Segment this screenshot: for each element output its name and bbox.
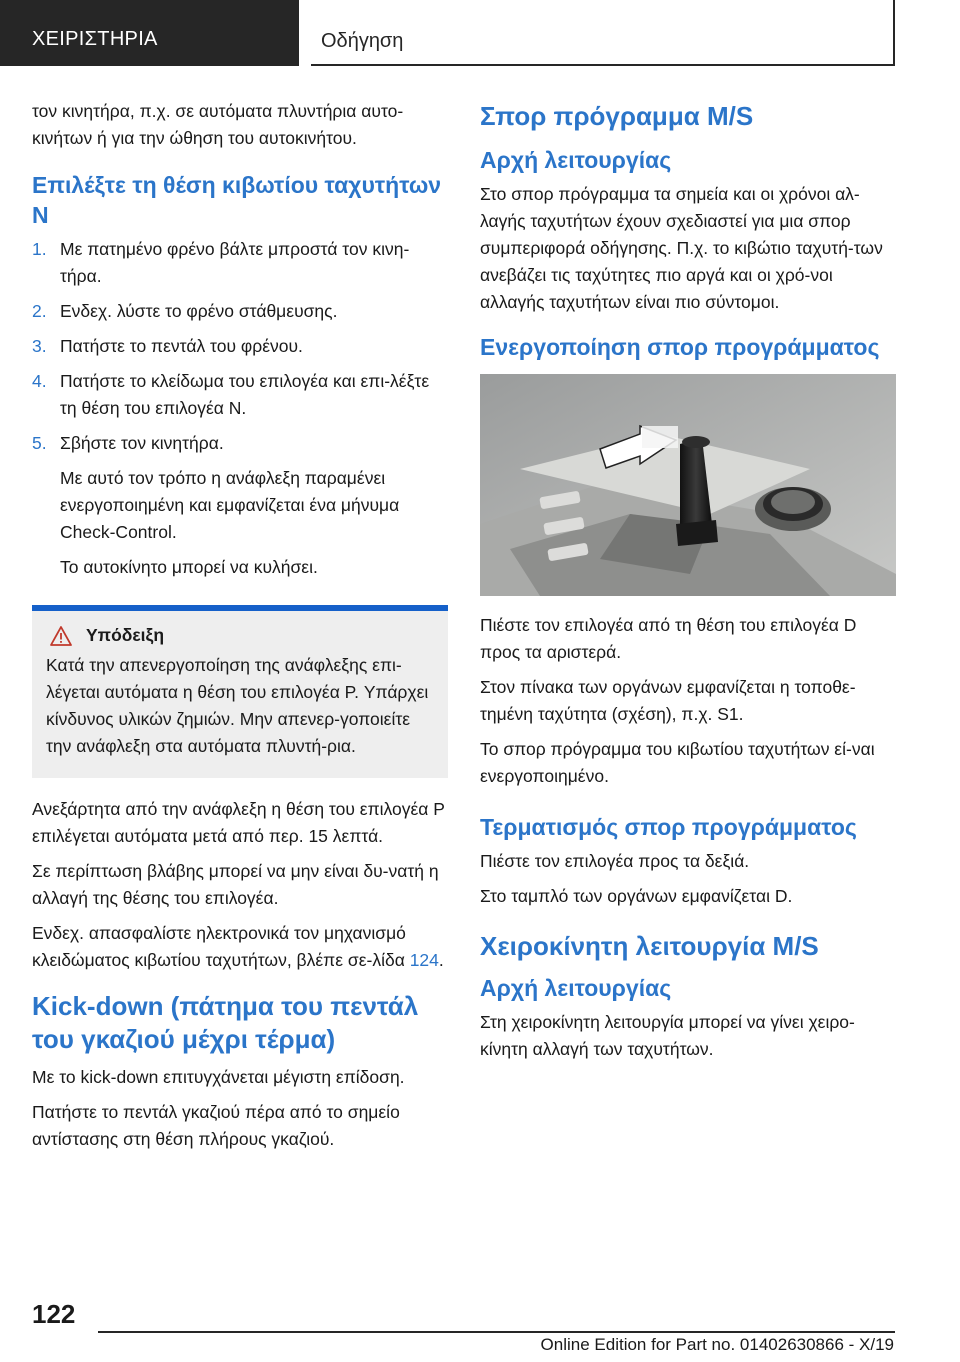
intro-text: τον κινητήρα, π.χ. σε αυτόματα πλυντήρια αυτο-κινήτων ή για την ώθηση του αυτοκινήτου. — [32, 101, 404, 148]
subheading-terminate-sport: Τερματισμός σπορ προγράμματος — [480, 814, 857, 840]
page-number: 122 — [32, 1299, 76, 1329]
warning-triangle-icon — [50, 626, 72, 646]
activate-display: Στον πίνακα των οργάνων εμφανίζεται η τοποθε-τημένη ταχύτητα (σχέση), π.χ. S1. — [480, 677, 856, 724]
unlock-text-body: Ενδεχ. απασφαλίστε ηλεκτρονικά τον μηχανισμό κλειδώματος κιβωτίου ταχυτήτων, βλέπε σε-λίδα — [32, 923, 410, 970]
gear-selector-photo — [480, 374, 896, 596]
section-title: Οδήγηση — [321, 30, 404, 52]
step-number: 1. — [32, 239, 47, 259]
page-reference-link[interactable]: 124 — [409, 950, 439, 970]
list-item — [32, 298, 448, 325]
notice-box — [32, 605, 448, 778]
edition-text: Online Edition for Part no. 01402630866 - X/19 — [540, 1335, 894, 1354]
step-text: Πατήστε το κλείδωμα του επιλογέα και επι-λέξτε τη θέση του επιλογέα N. — [60, 371, 430, 418]
step-text: Με πατημένο φρένο βάλτε μπροστά τον κινη-τήρα. — [60, 239, 410, 286]
list-item — [32, 236, 448, 290]
step-text: Πατήστε το πεντάλ του φρένου. — [60, 336, 303, 356]
terminate-instruction: Πιέστε τον επιλογέα προς τα δεξιά. — [480, 851, 750, 871]
unlock-text — [32, 920, 448, 974]
step5-roll-note: Το αυτοκίνητο μπορεί να κυλήσει. — [60, 557, 318, 577]
list-item — [32, 368, 448, 422]
subheading-activate-sport: Ενεργοποίηση σπορ προγράμματος — [480, 334, 880, 360]
heading-neutral: Επιλέξτε τη θέση κιβωτίου ταχυτήτων N — [32, 172, 442, 228]
heading-kickdown: Kick-down (πάτημα του πεντάλ του γκαζιού μέχρι τέρμα) — [32, 991, 419, 1054]
subheading-principle: Αρχή λειτουργίας — [480, 147, 672, 173]
fault-text: Σε περίπτωση βλάβης μπορεί να μην είναι δυ-νατή η αλλαγή της θέσης του επιλογέα. — [32, 861, 439, 908]
terminate-display: Στο ταμπλό των οργάνων εμφανίζεται D. — [480, 886, 793, 906]
park-auto-text: Ανεξάρτητα από την ανάφλεξη η θέση του επιλογέα P επιλέγεται αυτόματα μετά από περ. 15 λεπτά. — [32, 799, 445, 846]
left-column — [32, 98, 448, 1161]
activate-result: Το σπορ πρόγραμμα του κιβωτίου ταχυτήτων εί-ναι ενεργοποιημένο. — [480, 739, 875, 786]
step-number: 2. — [32, 301, 47, 321]
list-item — [32, 333, 448, 360]
right-column — [480, 98, 896, 1071]
step-number: 5. — [32, 433, 47, 453]
footer-divider — [98, 1331, 895, 1333]
list-item — [32, 430, 448, 457]
manual-title: ΧΕΙΡΙΣΤΗΡΙΑ — [32, 28, 158, 50]
notice-text: Κατά την απενεργοποίηση της ανάφλεξης επι-λέγεται αυτόματα η θέση του επιλογέα P. Υπάρχει κίνδυνος υλικών ζημιών. Μην απενερ-γοποιείτε την ανάφλεξη στα αυτόματα πλυντή-ρια. — [46, 655, 429, 756]
unlock-text-end: . — [438, 950, 444, 970]
activate-instruction: Πιέστε τον επιλογέα από τη θέση του επιλογέα D προς τα αριστερά. — [480, 615, 857, 662]
step-number: 3. — [32, 336, 47, 356]
heading-manual-mode: Χειροκίνητη λειτουργία M/S — [480, 931, 819, 961]
heading-sport-program: Σπορ πρόγραμμα M/S — [480, 101, 754, 131]
notice-title: Υπόδειξη — [86, 625, 165, 645]
subheading-principle-manual: Αρχή λειτουργίας — [480, 975, 672, 1001]
sport-description: Στο σπορ πρόγραμμα τα σημεία και οι χρόνοι αλ-λαγής ταχυτήτων έχουν σχεδιαστεί για μια σπορ συμπεριφορά οδήγησης. Π.χ. το κιβώτιο ταχυτή-των ανεβάζει τις ταχύτητες πιο αργά και οι χρό-νοι αλλαγής ταχυτήτων είναι πιο σύντομοι. — [480, 184, 883, 312]
steps-list — [32, 236, 448, 457]
step-text: Ενδεχ. λύστε το φρένο στάθμευσης. — [60, 301, 338, 321]
step5-note: Με αυτό τον τρόπο η ανάφλεξη παραμένει ενεργοποιημένη και εμφανίζεται ένα μήνυμα Check-Control. — [60, 468, 400, 542]
section-tab — [311, 0, 895, 66]
step-text: Σβήστε τον κινητήρα. — [60, 433, 224, 453]
manual-description: Στη χειροκίνητη λειτουργία μπορεί να γίνει χειρο-κίνητη αλλαγή των ταχυτήτων. — [480, 1012, 855, 1059]
kickdown-instruction: Πατήστε το πεντάλ γκαζιού πέρα από το σημείο αντίστασης στη θέση πλήρους γκαζιού. — [32, 1102, 400, 1149]
kickdown-text: Με το kick-down επιτυγχάνεται μέγιστη επίδοση. — [32, 1067, 405, 1087]
notice-header — [46, 625, 434, 646]
manual-tab — [0, 0, 299, 66]
step-number: 4. — [32, 371, 47, 391]
